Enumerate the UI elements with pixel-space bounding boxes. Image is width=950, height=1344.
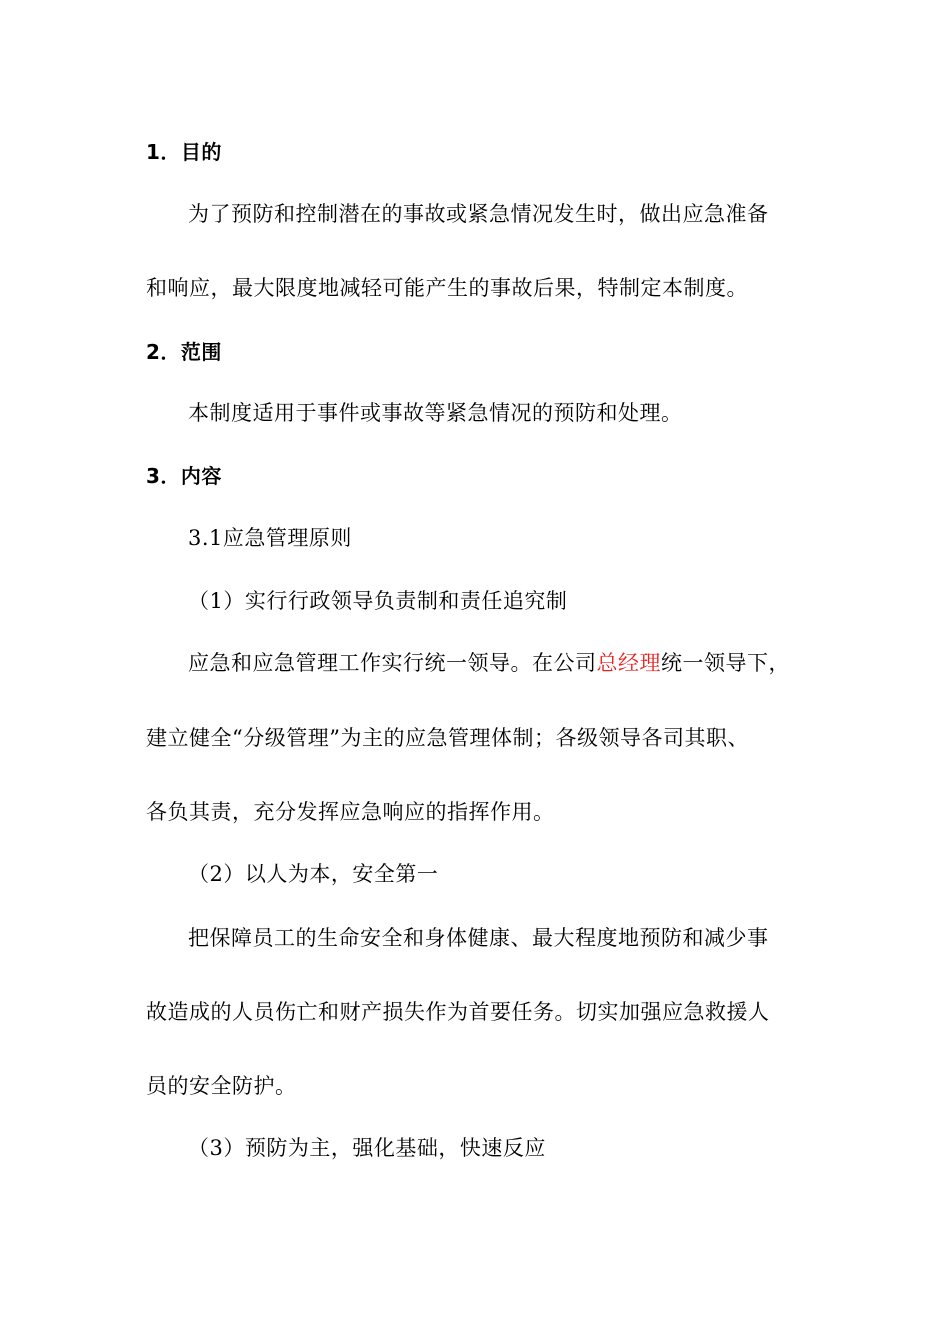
principle-2-line: 把保障员工的生命安全和身体健康、最大程度地预防和减少事 [188, 926, 769, 950]
principle-2-line: 故造成的人员伤亡和财产损失作为首要任务。切实加强应急救援人 [146, 1000, 770, 1024]
principle-2-line: 员的安全防护。 [146, 1074, 297, 1098]
section-heading-purpose: 1．目的 [146, 140, 222, 164]
purpose-paragraph-line: 和响应，最大限度地减轻可能产生的事故后果，特制定本制度。 [146, 276, 748, 300]
sub-heading-principles: 3.1应急管理原则 [188, 526, 352, 550]
principle-3-title: （3）预防为主，强化基础，快速反应 [188, 1136, 546, 1160]
section-heading-content: 3．内容 [146, 464, 222, 488]
principle-1-text: 应急和应急管理工作实行统一领导。在公司 [188, 651, 597, 675]
principle-1-line: 建立健全“分级管理”为主的应急管理体制；各级领导各司其职、 [146, 726, 749, 750]
purpose-paragraph-line: 为了预防和控制潜在的事故或紧急情况发生时，做出应急准备 [188, 202, 769, 226]
principle-1-text: 统一领导下， [661, 651, 790, 675]
principle-1-title: （1）实行行政领导负责制和责任追究制 [188, 589, 568, 613]
highlighted-term: 总经理 [596, 651, 661, 675]
scope-paragraph-line: 本制度适用于事件或事故等紧急情况的预防和处理。 [188, 401, 683, 425]
principle-1-line [188, 649, 790, 677]
principle-1-line: 各负其责，充分发挥应急响应的指挥作用。 [146, 800, 555, 824]
section-heading-scope: 2．范围 [146, 340, 222, 364]
principle-2-title: （2）以人为本，安全第一 [188, 862, 439, 886]
